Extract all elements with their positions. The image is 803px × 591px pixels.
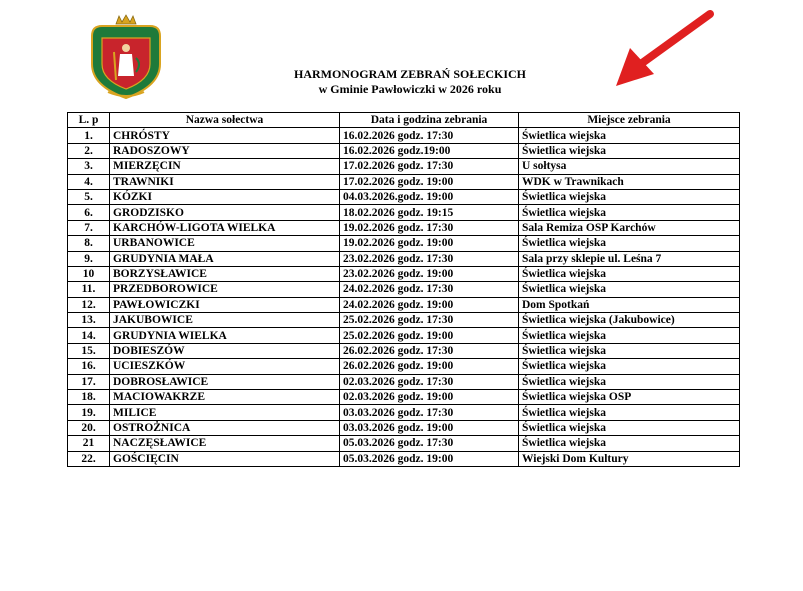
cell-place: Świetlica wiejska <box>519 128 740 143</box>
cell-place: U sołtysa <box>519 159 740 174</box>
cell-name: JAKUBOWICE <box>110 313 340 328</box>
table-row <box>68 282 740 297</box>
cell-date: 16.02.2026 godz.19:00 <box>340 143 519 158</box>
cell-date: 24.02.2026 godz. 17:30 <box>340 282 519 297</box>
cell-name: GRODZISKO <box>110 205 340 220</box>
table-row <box>68 143 740 158</box>
column-header-place: Miejsce zebrania <box>519 113 740 128</box>
cell-date: 05.03.2026 godz. 17:30 <box>340 436 519 451</box>
cell-date: 17.02.2026 godz. 17:30 <box>340 159 519 174</box>
cell-name: CHRÓSTY <box>110 128 340 143</box>
table-row <box>68 390 740 405</box>
cell-lp: 3. <box>68 159 110 174</box>
cell-place: Świetlica wiejska <box>519 282 740 297</box>
cell-lp: 4. <box>68 174 110 189</box>
cell-date: 18.02.2026 godz. 19:15 <box>340 205 519 220</box>
cell-date: 23.02.2026 godz. 19:00 <box>340 266 519 281</box>
cell-lp: 22. <box>68 451 110 466</box>
cell-date: 25.02.2026 godz. 19:00 <box>340 328 519 343</box>
red-arrow-icon <box>612 8 716 90</box>
cell-name: PAWŁOWICZKI <box>110 297 340 312</box>
cell-place: Świetlica wiejska <box>519 189 740 204</box>
document-title <box>210 67 610 97</box>
cell-name: URBANOWICE <box>110 236 340 251</box>
table-row <box>68 374 740 389</box>
cell-place: Świetlica wiejska <box>519 436 740 451</box>
cell-place: Dom Spotkań <box>519 297 740 312</box>
cell-place: Świetlica wiejska <box>519 266 740 281</box>
column-header-name: Nazwa sołectwa <box>110 113 340 128</box>
cell-lp: 1. <box>68 128 110 143</box>
cell-name: TRAWNIKI <box>110 174 340 189</box>
cell-place: Świetlica wiejska <box>519 420 740 435</box>
cell-date: 03.03.2026 godz. 17:30 <box>340 405 519 420</box>
cell-place: Sala przy sklepie ul. Leśna 7 <box>519 251 740 266</box>
table-row <box>68 174 740 189</box>
cell-name: BORZYSŁAWICE <box>110 266 340 281</box>
cell-name: RADOSZOWY <box>110 143 340 158</box>
table-row <box>68 451 740 466</box>
cell-place: WDK w Trawnikach <box>519 174 740 189</box>
cell-name: DOBROSŁAWICE <box>110 374 340 389</box>
cell-lp: 13. <box>68 313 110 328</box>
cell-name: MIERZĘCIN <box>110 159 340 174</box>
cell-place: Świetlica wiejska <box>519 343 740 358</box>
cell-place: Świetlica wiejska <box>519 328 740 343</box>
table-row <box>68 220 740 235</box>
cell-date: 05.03.2026 godz. 19:00 <box>340 451 519 466</box>
meeting-schedule-table <box>67 112 740 467</box>
cell-lp: 8. <box>68 236 110 251</box>
cell-lp: 9. <box>68 251 110 266</box>
cell-date: 25.02.2026 godz. 17:30 <box>340 313 519 328</box>
cell-name: KÓZKI <box>110 189 340 204</box>
table-row <box>68 405 740 420</box>
table-row <box>68 436 740 451</box>
cell-lp: 14. <box>68 328 110 343</box>
cell-place: Wiejski Dom Kultury <box>519 451 740 466</box>
cell-lp: 10 <box>68 266 110 281</box>
table-row <box>68 297 740 312</box>
cell-name: GRUDYNIA MAŁA <box>110 251 340 266</box>
cell-place: Świetlica wiejska <box>519 236 740 251</box>
cell-place: Świetlica wiejska <box>519 359 740 374</box>
cell-lp: 19. <box>68 405 110 420</box>
cell-lp: 2. <box>68 143 110 158</box>
cell-lp: 16. <box>68 359 110 374</box>
cell-lp: 6. <box>68 205 110 220</box>
table-body <box>68 128 740 467</box>
crest-icon <box>86 14 166 100</box>
cell-date: 26.02.2026 godz. 17:30 <box>340 343 519 358</box>
cell-name: UCIESZKÓW <box>110 359 340 374</box>
cell-lp: 7. <box>68 220 110 235</box>
cell-date: 23.02.2026 godz. 17:30 <box>340 251 519 266</box>
table-row <box>68 313 740 328</box>
table-header-row <box>68 113 740 128</box>
title-line-1: HARMONOGRAM ZEBRAŃ SOŁECKICH <box>293 67 526 81</box>
cell-date: 16.02.2026 godz. 17:30 <box>340 128 519 143</box>
cell-lp: 18. <box>68 390 110 405</box>
cell-date: 03.03.2026 godz. 19:00 <box>340 420 519 435</box>
cell-name: NACZĘSŁAWICE <box>110 436 340 451</box>
table-row <box>68 343 740 358</box>
cell-place: Świetlica wiejska <box>519 374 740 389</box>
cell-lp: 11. <box>68 282 110 297</box>
cell-place: Świetlica wiejska (Jakubowice) <box>519 313 740 328</box>
cell-lp: 17. <box>68 374 110 389</box>
cell-place: Świetlica wiejska <box>519 143 740 158</box>
cell-place: Sala Remiza OSP Karchów <box>519 220 740 235</box>
table-row <box>68 359 740 374</box>
cell-name: DOBIESZÓW <box>110 343 340 358</box>
cell-place: Świetlica wiejska <box>519 205 740 220</box>
cell-name: MACIOWAKRZE <box>110 390 340 405</box>
table-row <box>68 236 740 251</box>
cell-date: 02.03.2026 godz. 19:00 <box>340 390 519 405</box>
cell-date: 19.02.2026 godz. 17:30 <box>340 220 519 235</box>
cell-name: OSTROŻNICA <box>110 420 340 435</box>
table-row <box>68 128 740 143</box>
table-row <box>68 420 740 435</box>
cell-name: KARCHÓW-LIGOTA WIELKA <box>110 220 340 235</box>
cell-lp: 20. <box>68 420 110 435</box>
cell-name: MILICE <box>110 405 340 420</box>
cell-date: 17.02.2026 godz. 19:00 <box>340 174 519 189</box>
cell-date: 02.03.2026 godz. 17:30 <box>340 374 519 389</box>
table-row <box>68 159 740 174</box>
cell-date: 19.02.2026 godz. 19:00 <box>340 236 519 251</box>
table-row <box>68 251 740 266</box>
cell-lp: 5. <box>68 189 110 204</box>
cell-name: PRZEDBOROWICE <box>110 282 340 297</box>
arrow-graphic <box>612 8 716 90</box>
cell-date: 26.02.2026 godz. 19:00 <box>340 359 519 374</box>
cell-place: Świetlica wiejska <box>519 405 740 420</box>
table-row <box>68 266 740 281</box>
title-line-2: w Gminie Pawłowiczki w 2026 roku <box>318 82 502 96</box>
cell-name: GOŚCIĘCIN <box>110 451 340 466</box>
table-row <box>68 189 740 204</box>
cell-lp: 12. <box>68 297 110 312</box>
cell-lp: 21 <box>68 436 110 451</box>
cell-lp: 15. <box>68 343 110 358</box>
table-row <box>68 328 740 343</box>
cell-name: GRUDYNIA WIELKA <box>110 328 340 343</box>
cell-date: 04.03.2026.godz. 19:00 <box>340 189 519 204</box>
column-header-lp: L. p <box>68 113 110 128</box>
cell-place: Świetlica wiejska OSP <box>519 390 740 405</box>
column-header-date: Data i godzina zebrania <box>340 113 519 128</box>
cell-date: 24.02.2026 godz. 19:00 <box>340 297 519 312</box>
table-row <box>68 205 740 220</box>
crest-logo <box>86 14 166 100</box>
